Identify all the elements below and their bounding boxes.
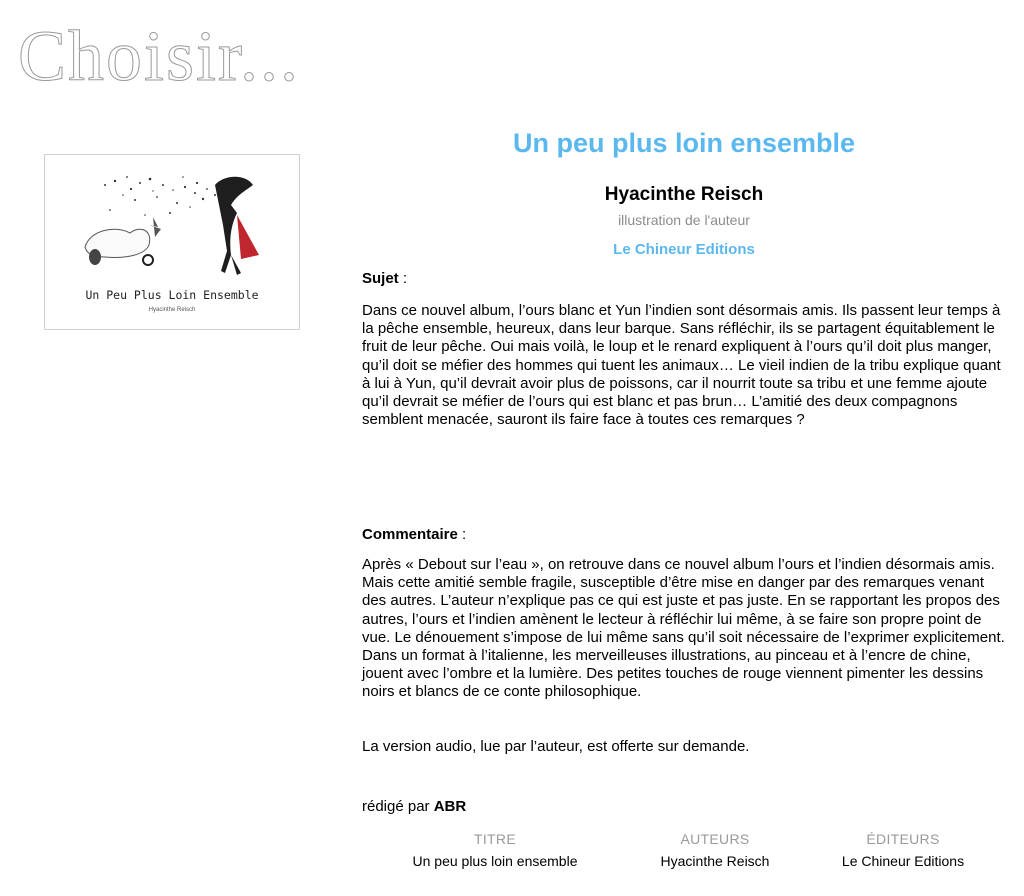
audio-note: La version audio, lue par l’auteur, est offerte sur demande. [362, 738, 750, 755]
commentaire-label: Commentaire [362, 526, 458, 543]
cover-author-text: Hyacinthe Reisch [148, 307, 196, 313]
cover-illustration [45, 155, 299, 329]
book-title: Un peu plus loin ensemble [512, 128, 856, 158]
site-logo[interactable]: Choisir... [18, 16, 301, 96]
meta-auteurs [615, 831, 815, 869]
book-author: Hyacinthe Reisch [604, 184, 764, 205]
book-cover-image [44, 154, 300, 330]
meta-editeurs [803, 831, 1003, 869]
redige-prefix: rédigé par [362, 798, 434, 815]
meta-editeurs-value[interactable]: Le Chineur Editions [841, 853, 965, 869]
sujet-text: Dans ce nouvel album, l’ours blanc et Yun l’indien sont désormais amis. Ils passent leur temps à la pêche ensemble, heureux, dans leur barque. Sans réfléchir, ils se partagent équitablement le fruit de leur pêche. Oui mais voilà, le loup et le renard expliquent à l’ours qu’il doit plus manger, qu’il doit se méfier des hommes qui tuent les animaux… Le vieil indien de la tribu explique quant à lui à Yun, qu’il devrait avoir plus de poissons, car il nourrit toute sa tribu et une femme ajoute qu’il devrait se méfier de l’ours qui est blanc et pas brun… L’amitié des deux compagnons semblent menacée, sauront ils faire face à toutes ces remarques ? [362, 302, 1001, 429]
redige-author: ABR [433, 798, 467, 815]
sujet-suffix: : [398, 270, 408, 287]
cover-title-text: Un Peu Plus Loin Ensemble [85, 288, 259, 302]
commentaire-heading [362, 526, 466, 543]
meta-titre-value[interactable]: Un peu plus loin ensemble [412, 853, 578, 869]
meta-titre-header: TITRE [474, 831, 516, 847]
commentaire-suffix: : [457, 526, 467, 543]
meta-titre [395, 831, 595, 869]
illustration-note: illustration de l'auteur [618, 212, 750, 228]
sujet-heading [362, 270, 407, 287]
meta-auteurs-header: AUTEURS [680, 831, 750, 847]
publisher-link[interactable]: Le Chineur Editions [613, 241, 755, 258]
sujet-label: Sujet [362, 270, 399, 287]
meta-auteurs-value[interactable]: Hyacinthe Reisch [660, 853, 770, 869]
meta-editeurs-header: ÉDITEURS [866, 831, 940, 847]
redige-par [362, 798, 466, 815]
commentaire-text: Après « Debout sur l’eau », on retrouve dans ce nouvel album l’ours et l’indien désormais amis. Mais cette amitié semble fragile, susceptible d’être mise en danger par des remarques venant des autres. L’auteur n’explique pas ce qui est juste et pas juste. En se rapportant les propos des autres, l’ours et l’indien amènent le lecteur à réfléchir lui même, à se faire son propre point de vue. Le dénouement s’impose de lui même sans qu’il soit nécessaire de l’exprimer explicitement. Dans un format à l’italienne, les merveilleuses illustrations, au pinceau et à l’encre de chine, jouent avec l’ombre et la lumière. Des petites touches de rouge viennent pimenter les dessins noirs et blancs de ce conte philosophique. [362, 556, 1005, 701]
